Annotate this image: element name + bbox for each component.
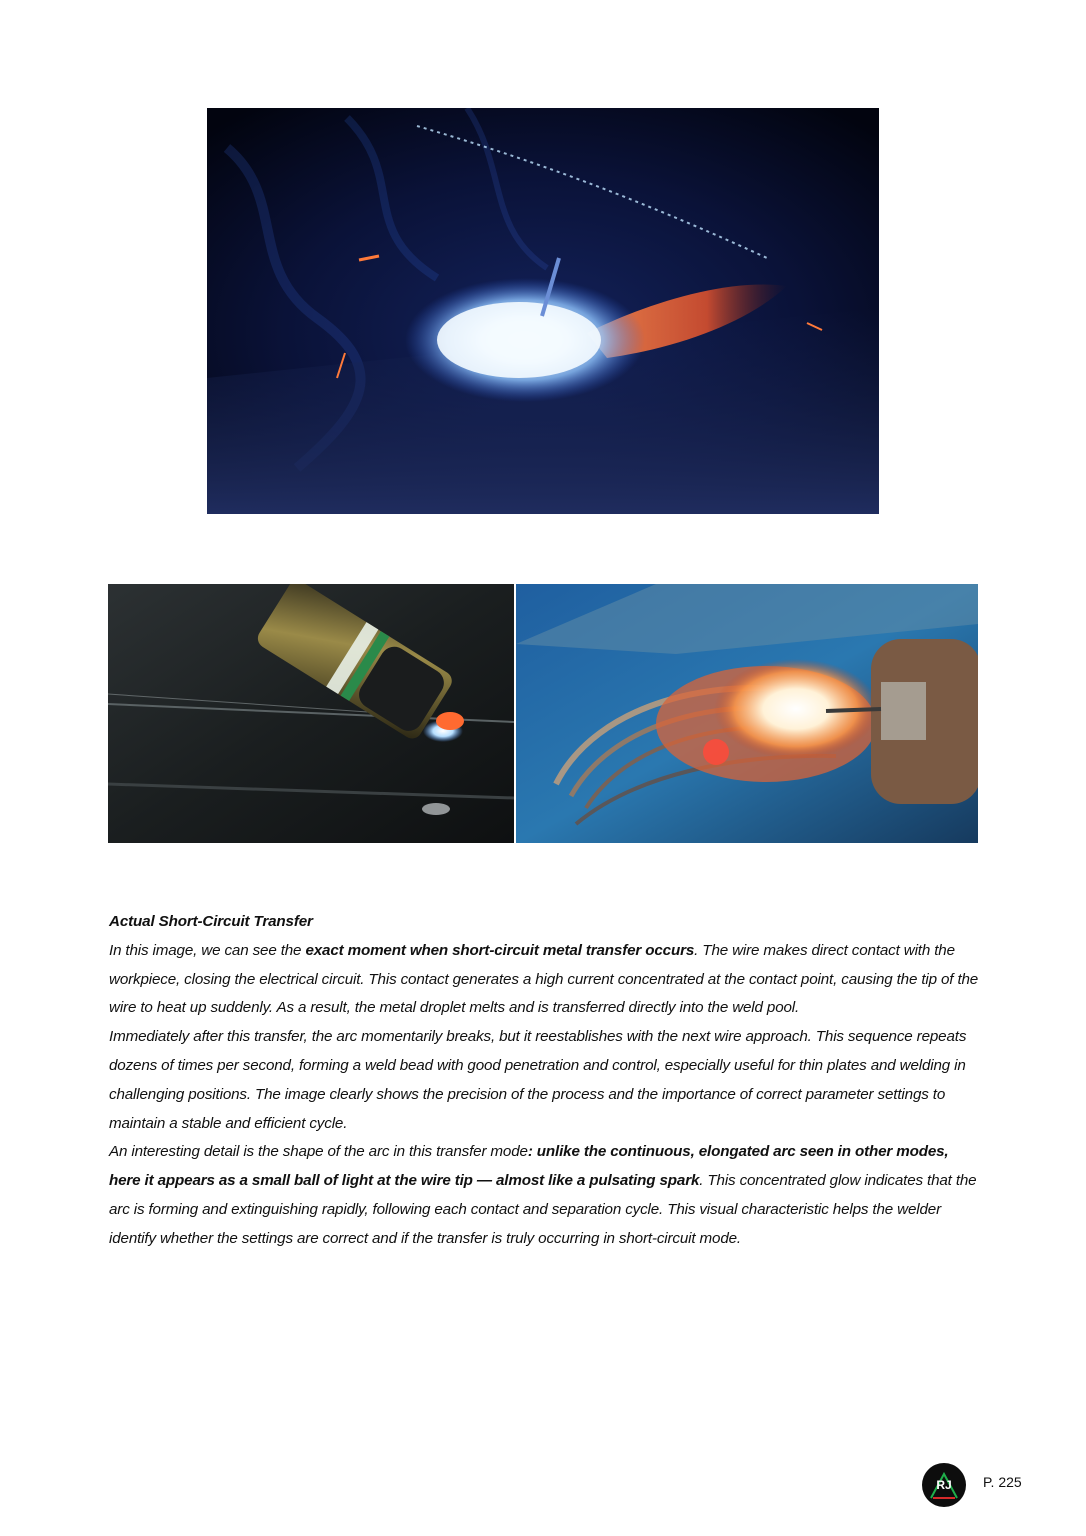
article-body — [109, 908, 981, 1254]
weld-pool-photo — [516, 584, 978, 843]
paragraph-3-emphasis: : unlike the continuous, elongated arc seen in other modes, here it appears as a small ball of light at the wire tip — almost like a pulsating spark — [109, 1143, 949, 1190]
article-heading: Actual Short-Circuit Transfer — [109, 913, 313, 930]
paragraph-3-rest: . This concentrated glow indicates that the arc is forming and extinguishing rapidly, following each contact and separation cycle. This visual characteristic helps the welder identify whether the settings are correct and if the transfer is truly occurring in short-circuit mode. — [109, 1172, 977, 1247]
publisher-logo — [921, 1462, 967, 1508]
page-number: P. 225 — [983, 1474, 1022, 1490]
paragraph-3 — [109, 1138, 981, 1253]
welding-arc-photo — [207, 108, 879, 514]
torch-nozzle-photo — [108, 584, 514, 843]
logo-text: RJ — [936, 1478, 952, 1492]
paragraph-3-lead: An interesting detail is the shape of the arc in this transfer mode — [109, 1143, 528, 1161]
paragraph-1-rest: . The wire makes direct contact with the workpiece, closing the electrical circuit. This contact generates a high current concentrated at the contact point, causing the tip of the wire to heat up suddenly. As a result, the metal droplet melts and is transferred directly into the weld pool. — [109, 941, 979, 1017]
paragraph-2: Immediately after this transfer, the arc momentarily breaks, but it reestablishes with the next wire approach. This sequence repeats dozens of times per second, forming a weld bead with good penetration and control, especially useful for thin plates and welding in challenging positions. The image clearly shows the precision of the process and the importance of correct parameter settings to maintain a stable and efficient cycle. — [109, 1028, 967, 1132]
paragraph-1-emphasis: exact moment when short-circuit metal transfer occurs — [305, 941, 695, 959]
paragraph-1 — [109, 937, 981, 1023]
paragraph-1-lead: In this image, we can see the — [109, 941, 306, 959]
